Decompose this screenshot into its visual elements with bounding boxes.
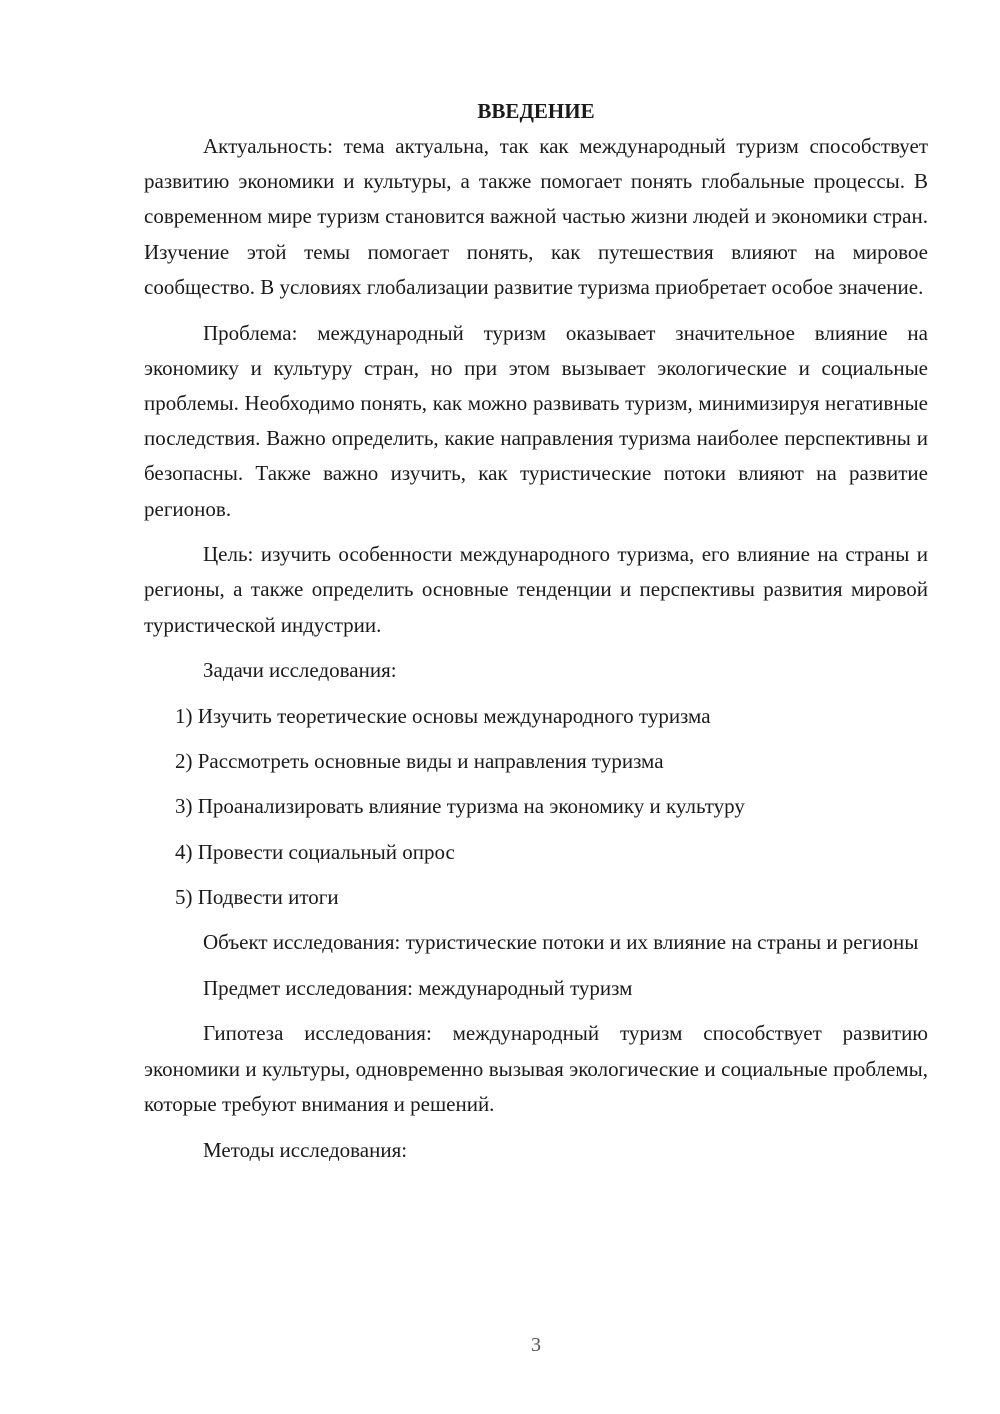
problem-paragraph: Проблема: международный туризм оказывает значительное влияние на экономику и культуру стран, но при этом вызывает экологические и социальные проблемы. Необходимо понять, как можно развивать туризм, минимизируя негативные последствия. Важно определить, какие направления туризма наиболее перспективны и безопасны. Также важно изучить, как туристические потоки влияют на развитие регионов. bbox=[144, 320, 928, 521]
page-number: 3 bbox=[531, 1334, 541, 1356]
page-content bbox=[144, 94, 928, 1178]
relevance-paragraph: Актуальность: тема актуальна, так как международный туризм способствует развитию экономики и культуры, а также помогает понять глобальные процессы. В современном мире туризм становится важной частью жизни людей и экономики стран. Изучение этой темы помогает понять, как путешествия влияют на мировое сообщество. В условиях глобализации развитие туризма приобретает особое значение. bbox=[144, 134, 928, 299]
goal-paragraph: Цель: изучить особенности международного туризма, его влияние на страны и регионы, а также определить основные тенденции и перспективы развития мировой туристической индустрии. bbox=[144, 542, 928, 637]
subject-paragraph: Предмет исследования: международный туризм bbox=[203, 975, 633, 1000]
object-paragraph: Объект исследования: туристические потоки и их влияние на страны и регионы bbox=[203, 930, 919, 955]
page-title: ВВЕДЕНИЕ bbox=[477, 99, 595, 123]
task-item: 1) Изучить теоретические основы международного туризма bbox=[175, 704, 711, 729]
hypothesis-paragraph: Гипотеза исследования: международный туризм способствует развитию экономики и культуры, одновременно вызывая экологические и социальные проблемы, которые требуют внимания и решений. bbox=[144, 1021, 928, 1116]
methods-heading: Методы исследования: bbox=[203, 1137, 408, 1162]
task-item: 2) Рассмотреть основные виды и направления туризма bbox=[175, 749, 664, 774]
task-item: 3) Проанализировать влияние туризма на экономику и культуру bbox=[175, 794, 745, 819]
task-item: 5) Подвести итоги bbox=[175, 884, 339, 909]
tasks-heading: Задачи исследования: bbox=[203, 658, 397, 683]
task-item: 4) Провести социальный опрос bbox=[175, 839, 455, 864]
